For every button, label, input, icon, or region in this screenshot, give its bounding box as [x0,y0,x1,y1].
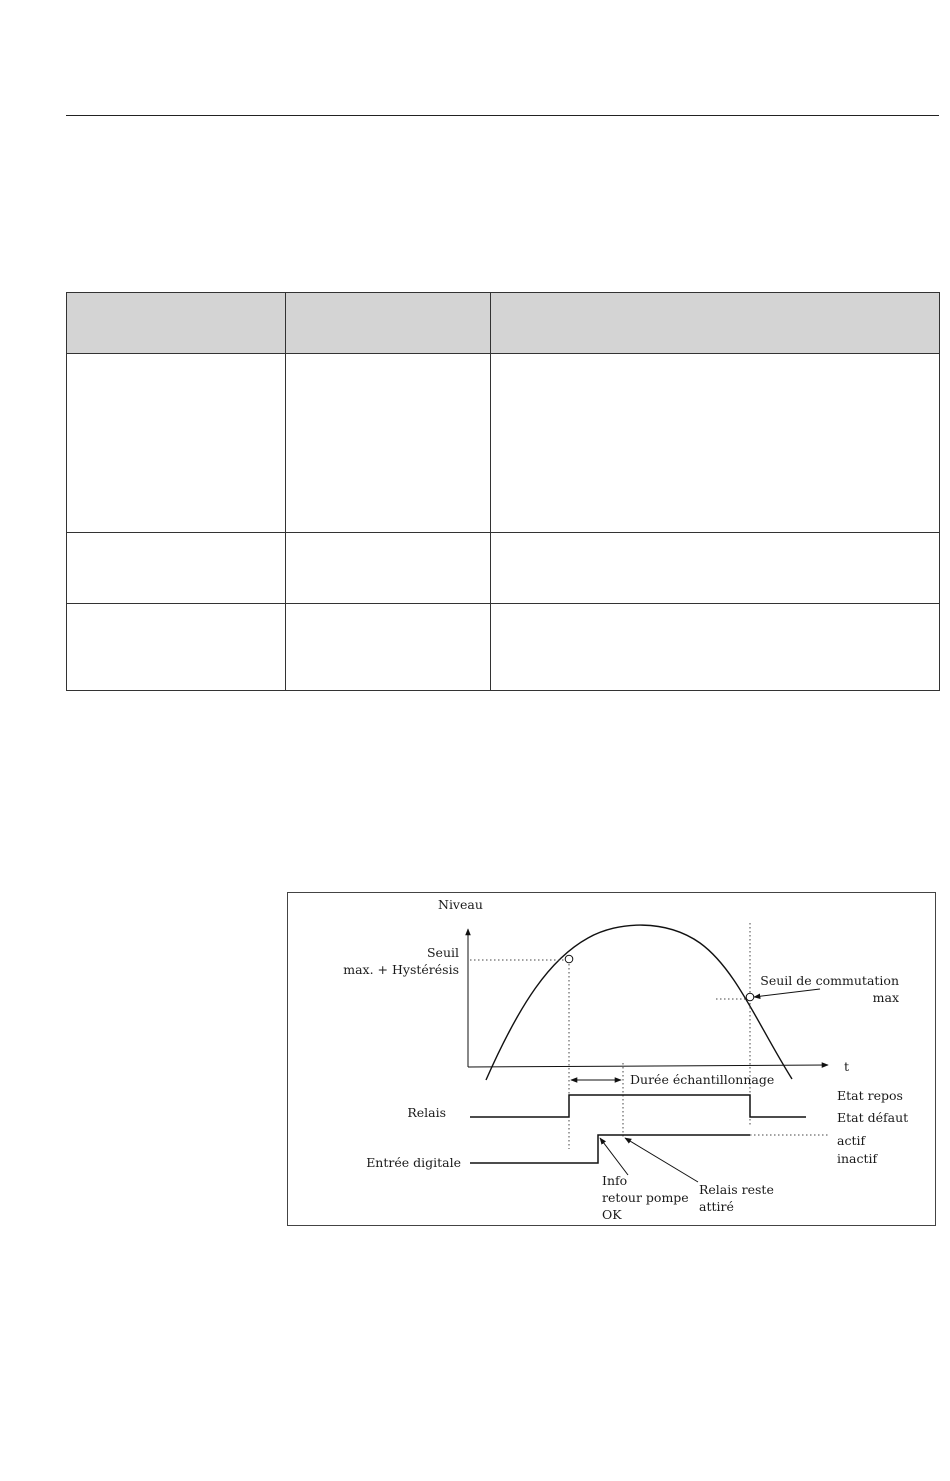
table-row [67,533,940,604]
table-cell [67,604,286,691]
table-cell [286,533,491,604]
hysteresis-label-line2: max. + Hystérésis [343,962,459,977]
hysteresis-point [565,955,573,963]
table-cell [491,604,940,691]
x-axis-label: t [844,1059,850,1074]
table-cell [67,533,286,604]
table-cell [491,354,940,533]
parameter-table [66,292,940,691]
sampling-duration-label: Durée échantillonnage [630,1072,775,1087]
switch-threshold-label-line1: Seuil de commutation [760,973,899,988]
pump-feedback-label-line1: Info [602,1173,628,1188]
level-curve [486,925,792,1080]
state-fault-label: Etat défaut [837,1110,909,1125]
table-cell [286,354,491,533]
y-axis-label: Niveau [438,897,483,912]
relay-stays-label-line1: Relais reste [699,1182,774,1197]
relay-signal [470,1095,806,1117]
pump-feedback-callout-arrow [600,1138,628,1175]
digital-input-label: Entrée digitale [366,1155,461,1170]
pump-feedback-label-line3: OK [602,1207,622,1222]
x-axis [468,1065,828,1067]
table-header-row [67,293,940,354]
state-inactive-label: inactif [837,1151,878,1166]
table-cell [491,533,940,604]
table-cell [67,354,286,533]
switch-callout-arrow [754,989,820,997]
digital-input-signal [470,1135,750,1163]
table-header-cell-2 [286,293,491,354]
relay-stays-label-line2: attiré [699,1199,734,1214]
pump-feedback-label-line2: retour pompe [602,1190,689,1205]
relay-label: Relais [407,1105,446,1120]
switch-threshold-label-line2: max [872,990,899,1005]
hysteresis-label-line1: Seuil [426,945,459,960]
table-header-cell-3 [491,293,940,354]
switch-point [746,993,754,1001]
table-cell [286,604,491,691]
table-row [67,354,940,533]
state-active-label: actif [837,1133,866,1148]
table-header-cell-1 [67,293,286,354]
pump-feedback-diagram [287,892,936,1226]
diagram-svg [288,893,937,1227]
header-rule [66,115,939,116]
state-rest-label: Etat repos [837,1088,903,1103]
table-row [67,604,940,691]
relay-stays-callout-arrow [625,1138,698,1182]
